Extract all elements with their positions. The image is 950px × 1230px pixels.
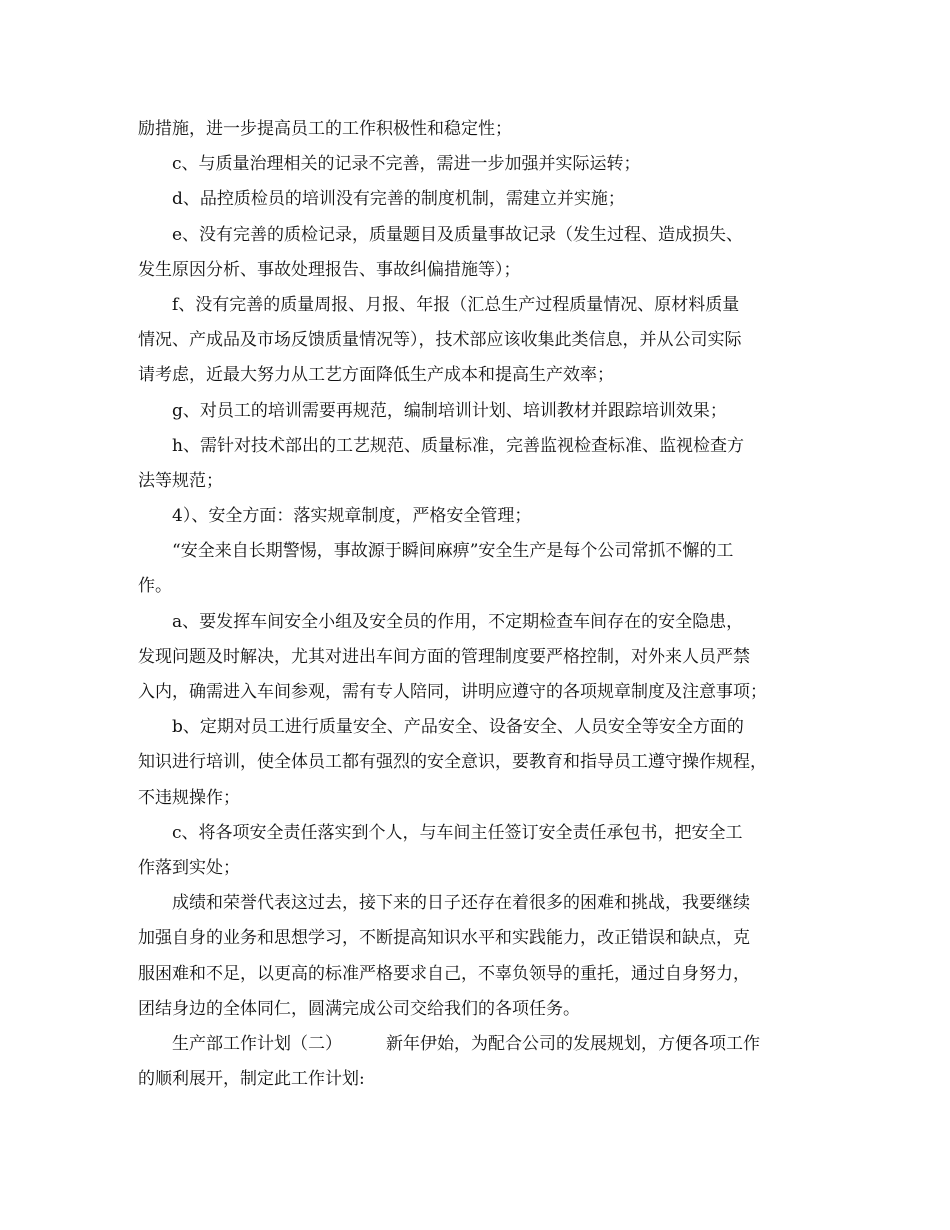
section-heading-line <box>138 1027 814 1062</box>
document-body <box>138 112 814 1097</box>
text-line: 请考虑，近最大努力从工艺方面降低生产成本和提高生产效率； <box>138 365 614 386</box>
text-line: 成绩和荣誉代表这过去，接下来的日子还存在着很多的困难和挑战，我要继续 <box>172 893 750 914</box>
text-line: 4）、安全方面：落实规章制度，严格安全管理； <box>172 506 532 527</box>
text-line: 情况、产成品及市场反馈质量情况等），技术部应该收集此类信息，并从公司实际 <box>138 330 742 351</box>
text-line: 作落到实处； <box>138 857 240 878</box>
text-line: 不违规操作； <box>138 787 240 808</box>
text-line: b、定期对员工进行质量安全、产品安全、设备安全、人员安全等安全方面的 <box>172 717 744 738</box>
text-line: d、品控质检员的培训没有完善的制度机制，需建立并实施； <box>172 189 625 210</box>
text-line: “安全来自长期警惕，事故源于瞬间麻痹”安全生产是每个公司常抓不懈的工 <box>172 541 734 562</box>
text-line: 发生原因分析、事故处理报告、事故纠偏措施等）； <box>138 259 521 280</box>
text-line: 加强自身的业务和思想学习，不断提高知识水平和实践能力，改正错误和缺点，克 <box>138 928 750 949</box>
text-line: c、将各项安全责任落实到个人，与车间主任签订安全责任承包书，把安全工 <box>172 822 743 843</box>
section-intro: 新年伊始，为配合公司的发展规划，方便各项工作 <box>386 1033 760 1054</box>
text-line: 的顺利展开，制定此工作计划: <box>138 1069 365 1090</box>
text-line: h、需针对技术部出的工艺规范、质量标准，完善监视检查标准、监视检查方 <box>172 435 744 456</box>
text-line: 法等规范； <box>138 470 223 491</box>
text-line: 发现问题及时解决，尤其对进出车间方面的管理制度要严格控制，对外来人员严禁 <box>138 646 750 667</box>
text-line: f、没有完善的质量周报、月报、年报（汇总生产过程质量情况、原材料质量 <box>172 294 740 315</box>
text-line: 作。 <box>138 576 172 597</box>
text-line: c、与质量治理相关的记录不完善，需进一步加强并实际运转； <box>172 154 641 175</box>
text-line: 知识进行培训，使全体员工都有强烈的安全意识，要教育和指导员工遵守操作规程， <box>138 752 767 773</box>
text-line: 励措施，进一步提高员工的工作积极性和稳定性； <box>138 119 512 139</box>
text-line: g、对员工的培训需要再规范，编制培训计划、培训教材并跟踪培训效果； <box>172 400 727 421</box>
text-line: a、要发挥车间安全小组及安全员的作用，不定期检查车间存在的安全隐患， <box>172 611 744 632</box>
text-line: 入内，确需进入车间参观，需有专人陪同，讲明应遵守的各项规章制度及注意事项； <box>138 682 767 702</box>
section-heading: 生产部工作计划（二） <box>172 1033 342 1054</box>
text-line: 团结身边的全体同仁，圆满完成公司交给我们的各项任务。 <box>138 998 580 1019</box>
text-line: e、没有完善的质检记录，质量题目及质量事故记录（发生过程、造成损失、 <box>172 224 744 245</box>
text-line: 服困难和不足，以更高的标准严格要求自己，不辜负领导的重托，通过自身努力， <box>138 963 750 984</box>
